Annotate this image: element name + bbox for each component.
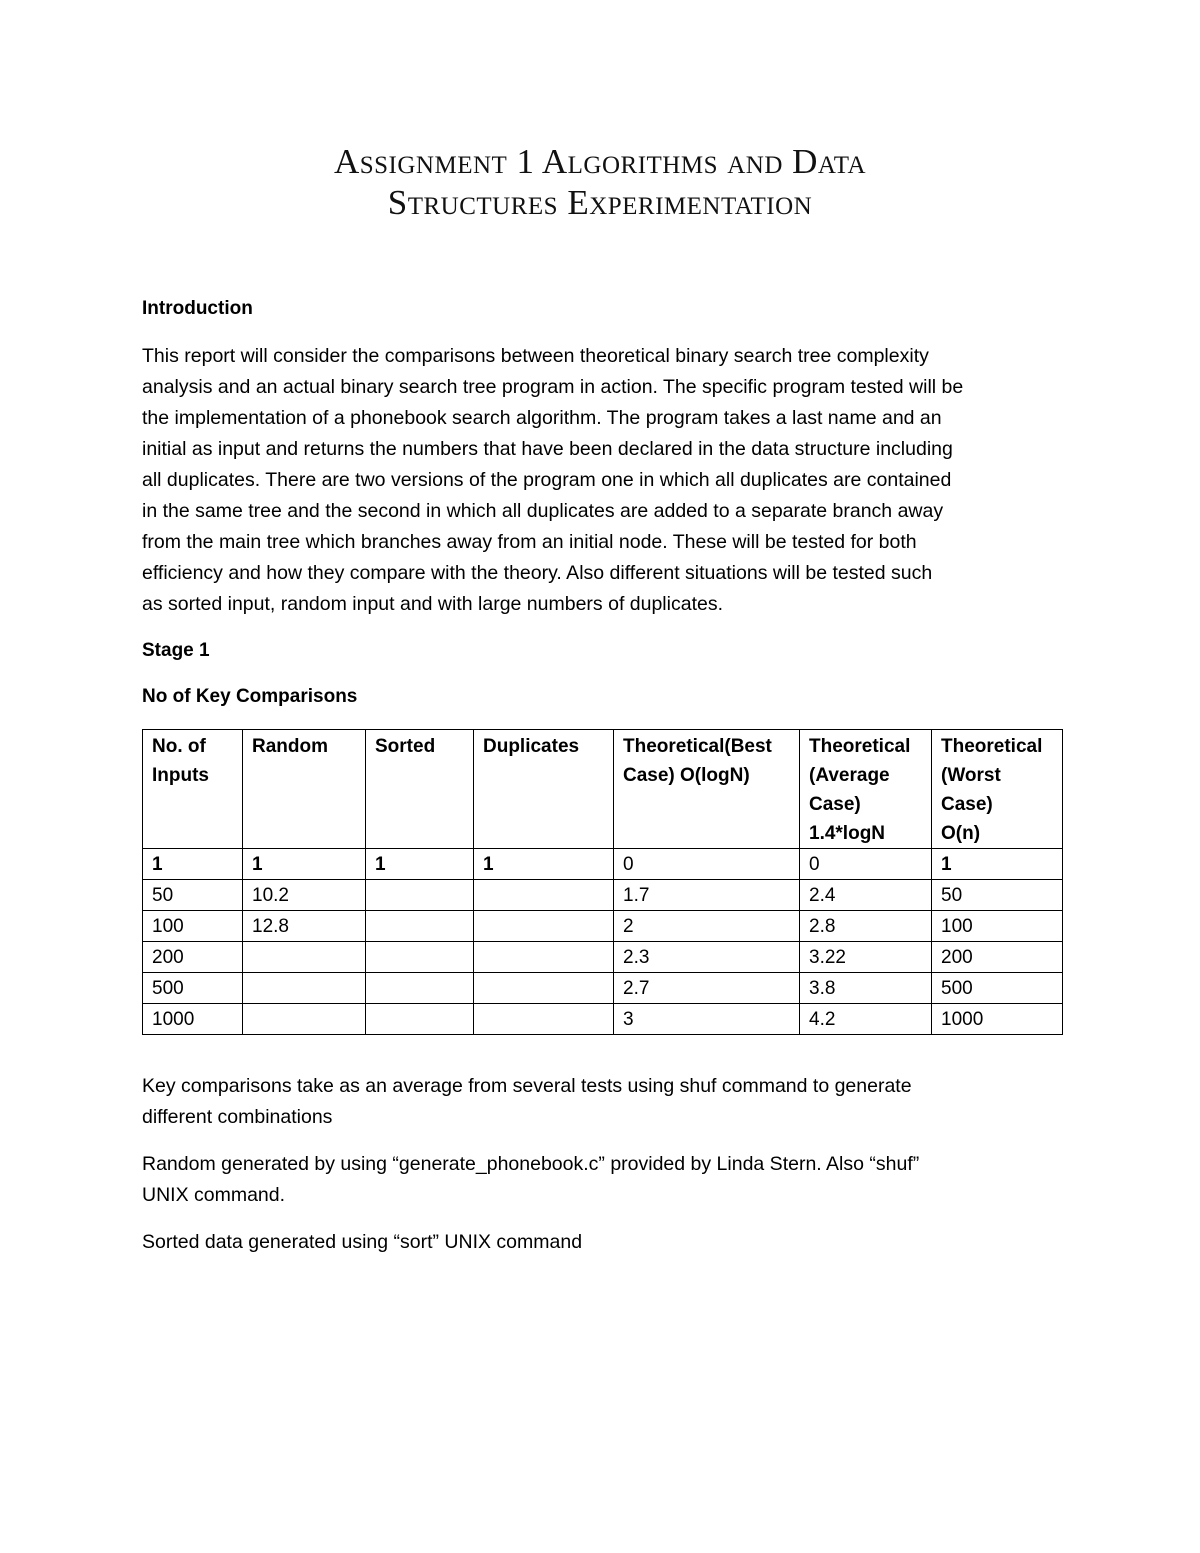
paragraph-line: the implementation of a phonebook search algorithm. The program takes a last name and an xyxy=(142,407,942,429)
header-text: Duplicates xyxy=(483,736,580,757)
note-sorted-generation xyxy=(142,1227,1072,1258)
table-cell: 4.2 xyxy=(800,1004,932,1035)
header-text: Case) xyxy=(809,794,861,815)
paragraph-line: analysis and an actual binary search tree program in action. The specific program tested will be xyxy=(142,376,964,398)
table-cell: 100 xyxy=(932,911,1063,942)
paragraph-line: as sorted input, random input and with large numbers of duplicates. xyxy=(142,593,724,615)
table-cell: 50 xyxy=(143,880,243,911)
note-line: UNIX command. xyxy=(142,1184,286,1206)
table-cell: 2.8 xyxy=(800,911,932,942)
introduction-paragraph xyxy=(142,341,1072,620)
table-cell: 1 xyxy=(366,849,474,880)
header-text: Random xyxy=(252,736,328,757)
header-text: O(n) xyxy=(941,823,981,844)
table-cell xyxy=(243,973,366,1004)
header-cell-inputs xyxy=(143,730,243,849)
header-text: No. of xyxy=(152,736,206,757)
header-text: (Worst xyxy=(941,765,1001,786)
header-text: Case) O(logN) xyxy=(623,765,750,786)
header-text: Theoretical xyxy=(809,736,911,757)
table-cell: 500 xyxy=(932,973,1063,1004)
paragraph-line: in the same tree and the second in which all duplicates are added to a separate branch away xyxy=(142,500,944,522)
table-cell: 1000 xyxy=(143,1004,243,1035)
header-text: (Average xyxy=(809,765,890,786)
table-cell: 12.8 xyxy=(243,911,366,942)
table-cell: 100 xyxy=(143,911,243,942)
paragraph-line: initial as input and returns the numbers that have been declared in the data structure including xyxy=(142,438,953,460)
table-cell: 10.2 xyxy=(243,880,366,911)
table-cell xyxy=(366,973,474,1004)
table-cell: 3 xyxy=(614,1004,800,1035)
table-cell: 50 xyxy=(932,880,1063,911)
table-cell: 1 xyxy=(143,849,243,880)
table-row xyxy=(143,1004,1063,1035)
header-cell-random xyxy=(243,730,366,849)
table-cell: 2.3 xyxy=(614,942,800,973)
table-cell: 200 xyxy=(932,942,1063,973)
note-line: Random generated by using “generate_phonebook.c” provided by Linda Stern. Also “shuf” xyxy=(142,1153,920,1175)
paragraph-line: This report will consider the comparisons between theoretical binary search tree complexity xyxy=(142,345,929,367)
introduction-heading: Introduction xyxy=(142,298,253,319)
header-cell-theoretical-best xyxy=(614,730,800,849)
document-title-line-1: Assignment 1 Algorithms and Data xyxy=(333,142,867,181)
table-cell: 500 xyxy=(143,973,243,1004)
table-cell: 1000 xyxy=(932,1004,1063,1035)
note-line: different combinations xyxy=(142,1106,333,1128)
table-cell: 3.8 xyxy=(800,973,932,1004)
table-cell xyxy=(366,880,474,911)
table-cell: 1 xyxy=(932,849,1063,880)
header-text: 1.4*logN xyxy=(809,823,886,844)
table-row xyxy=(143,849,1063,880)
note-random-generation xyxy=(142,1149,1072,1211)
table-cell: 2 xyxy=(614,911,800,942)
table-header-row xyxy=(143,730,1063,849)
note-line: Sorted data generated using “sort” UNIX command xyxy=(142,1231,583,1253)
table-cell xyxy=(474,973,614,1004)
header-text: Sorted xyxy=(375,736,436,757)
table-cell xyxy=(243,1004,366,1035)
header-text: Case) xyxy=(941,794,993,815)
table-row xyxy=(143,911,1063,942)
paragraph-line: all duplicates. There are two versions of the program one in which all duplicates are contained xyxy=(142,469,952,491)
header-cell-theoretical-average xyxy=(800,730,932,849)
header-text: Theoretical xyxy=(941,736,1043,757)
table-caption: No of Key Comparisons xyxy=(142,686,358,707)
header-cell-sorted xyxy=(366,730,474,849)
table-row xyxy=(143,942,1063,973)
table-cell: 0 xyxy=(614,849,800,880)
table-cell: 0 xyxy=(800,849,932,880)
table-cell: 1 xyxy=(474,849,614,880)
table-row xyxy=(143,973,1063,1004)
note-key-comparisons xyxy=(142,1071,1072,1133)
table-cell xyxy=(474,1004,614,1035)
table-row xyxy=(143,880,1063,911)
table-cell xyxy=(474,942,614,973)
table-cell: 2.7 xyxy=(614,973,800,1004)
table-cell xyxy=(366,942,474,973)
key-comparisons-table xyxy=(142,729,1063,1035)
header-text: Theoretical(Best xyxy=(623,736,772,757)
table-cell xyxy=(474,880,614,911)
note-line: Key comparisons take as an average from several tests using shuf command to generate xyxy=(142,1075,912,1097)
table-cell: 1 xyxy=(243,849,366,880)
stage-heading: Stage 1 xyxy=(142,640,210,661)
table-cell xyxy=(366,1004,474,1035)
table-cell xyxy=(474,911,614,942)
table-cell: 2.4 xyxy=(800,880,932,911)
paragraph-line: from the main tree which branches away from an initial node. These will be tested for both xyxy=(142,531,917,553)
header-cell-duplicates xyxy=(474,730,614,849)
header-text: Inputs xyxy=(152,765,209,786)
table-cell: 1.7 xyxy=(614,880,800,911)
header-cell-theoretical-worst xyxy=(932,730,1063,849)
table-cell: 200 xyxy=(143,942,243,973)
table-cell: 3.22 xyxy=(800,942,932,973)
document-title-line-2: Structures Experimentation xyxy=(387,183,813,222)
paragraph-line: efficiency and how they compare with the theory. Also different situations will be tested such xyxy=(142,562,933,584)
table-cell xyxy=(366,911,474,942)
table-cell xyxy=(243,942,366,973)
